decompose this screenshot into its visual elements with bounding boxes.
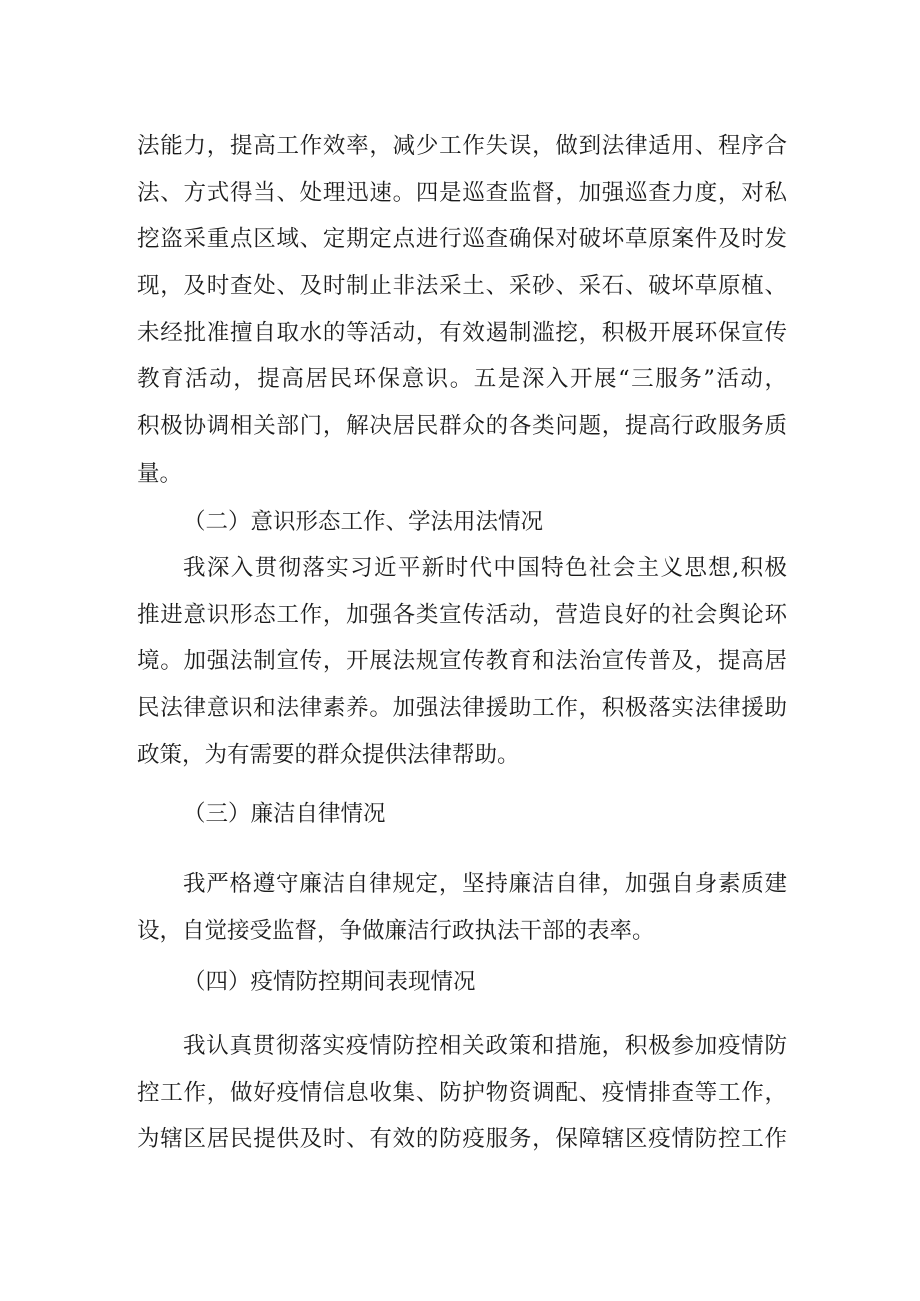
section-heading-3: （三）廉洁自律情况	[183, 801, 386, 827]
body-text-line: 境。加强法制宣传，开展法规宣传教育和法治宣传普及，提高居	[137, 648, 787, 674]
section-heading-2: （二）意识形态工作、学法用法情况	[183, 509, 544, 535]
body-text-line: 量。	[137, 461, 183, 487]
body-text-line: 法能力，提高工作效率，减少工作失误，做到法律适用、程序合	[137, 133, 787, 159]
body-text-line: 政策，为有需要的群众提供法律帮助。	[137, 742, 520, 768]
section-heading-4: （四）疫情防控期间表现情况	[183, 969, 476, 995]
body-text-line: 为辖区居民提供及时、有效的防疫服务，保障辖区疫情防控工作	[137, 1126, 787, 1152]
body-text-line: 教育活动，提高居民环保意识。五是深入开展“三服务”活动，	[137, 366, 787, 392]
body-text-line: 积极协调相关部门，解决居民群众的各类问题，提高行政服务质	[137, 413, 787, 439]
body-text-line: 设，自觉接受监督，争做廉洁行政执法干部的表率。	[137, 918, 655, 944]
body-text-line: 挖盗采重点区域、定期定点进行巡查确保对破坏草原案件及时发	[137, 226, 787, 252]
body-text-line: 现，及时查处、及时制止非法采土、采砂、采石、破坏草原植、	[137, 273, 787, 299]
body-text-line: 我深入贯彻落实习近平新时代中国特色社会主义思想,积极	[183, 555, 787, 581]
body-text-line: 民法律意识和法律素养。加强法律援助工作，积极落实法律援助	[137, 695, 787, 721]
body-text-line: 法、方式得当、处理迅速。四是巡查监督，加强巡查力度，对私	[137, 180, 787, 206]
body-text-line: 我严格遵守廉洁自律规定，坚持廉洁自律，加强自身素质建	[183, 871, 787, 897]
body-text-line: 未经批准擅自取水的等活动，有效遏制滥挖，积极开展环保宣传	[137, 320, 787, 346]
body-text-line: 我认真贯彻落实疫情防控相关政策和措施，积极参加疫情防	[183, 1033, 787, 1059]
body-text-line: 控工作，做好疫情信息收集、防护物资调配、疫情排查等工作，	[137, 1080, 787, 1106]
body-text-line: 推进意识形态工作，加强各类宣传活动，营造良好的社会舆论环	[137, 602, 787, 628]
